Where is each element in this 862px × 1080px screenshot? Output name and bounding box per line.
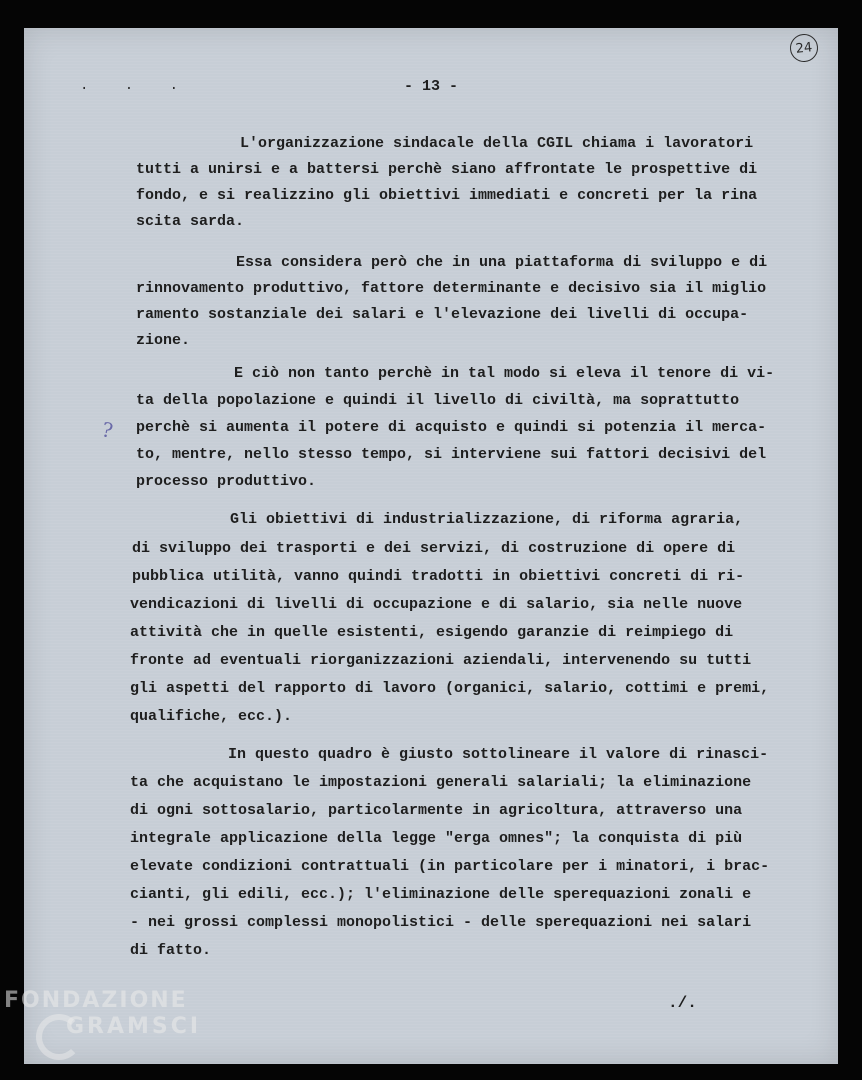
text-line: scita sarda. bbox=[136, 213, 245, 230]
text-line: elevate condizioni contrattuali (in particolare per i minatori, i brac- bbox=[130, 858, 770, 875]
text-line: di ogni sottosalario, particolarmente in agricoltura, attraverso una bbox=[130, 802, 743, 819]
continuation-mark: ./. bbox=[668, 994, 697, 1012]
text-line: di fatto. bbox=[130, 942, 212, 959]
text-line: fondo, e si realizzino gli obiettivi immediati e concreti per la rina bbox=[136, 187, 758, 204]
text-line: Gli obiettivi di industrializzazione, di riforma agraria, bbox=[230, 511, 744, 528]
text-line: gli aspetti del rapporto di lavoro (organici, salario, cottimi e premi, bbox=[130, 680, 770, 697]
text-line: L'organizzazione sindacale della CGIL chiama i lavoratori bbox=[240, 135, 754, 152]
text-line: tutti a unirsi e a battersi perchè siano affrontate le prospettive di bbox=[136, 161, 758, 178]
text-line: In questo quadro è giusto sottolineare il valore di rinasci- bbox=[228, 746, 769, 763]
text-line: integrale applicazione della legge "erga omnes"; la conquista di più bbox=[130, 830, 743, 847]
text-line: qualifiche, ecc.). bbox=[130, 708, 293, 725]
text-line: fronte ad eventuali riorganizzazioni aziendali, intervenendo su tutti bbox=[130, 652, 752, 669]
text-line: zione. bbox=[136, 332, 191, 349]
page-number: - 13 - bbox=[403, 78, 458, 95]
document-page bbox=[24, 28, 838, 1064]
text-line: rinnovamento produttivo, fattore determinante e decisivo sia il miglio bbox=[136, 280, 767, 297]
text-line: cianti, gli edili, ecc.); l'eliminazione delle sperequazioni zonali e bbox=[130, 886, 752, 903]
text-line: Essa considera però che in una piattaforma di sviluppo e di bbox=[236, 254, 768, 271]
watermark-line-1: FONDAZIONE bbox=[4, 988, 188, 1013]
text-line: - nei grossi complessi monopolistici - delle sperequazioni nei salari bbox=[130, 914, 752, 931]
handwritten-margin-mark: ? bbox=[99, 417, 116, 443]
text-line: ramento sostanziale dei salari e l'elevazione dei livelli di occupa- bbox=[136, 306, 749, 323]
text-line: attività che in quelle esistenti, esigendo garanzie di reimpiego di bbox=[130, 624, 734, 641]
watermark-line-2: GRAMSCI bbox=[66, 1014, 202, 1039]
text-line: perchè si aumenta il potere di acquisto e quindi si potenzia il merca- bbox=[136, 419, 767, 436]
text-line: ta che acquistano le impostazioni generali salariali; la eliminazione bbox=[130, 774, 752, 791]
text-line: processo produttivo. bbox=[136, 473, 317, 490]
archive-number-stamp: 24 bbox=[789, 33, 820, 64]
text-line: vendicazioni di livelli di occupazione e di salario, sia nelle nuove bbox=[130, 596, 743, 613]
text-line: E ciò non tanto perchè in tal modo si eleva il tenore di vi- bbox=[234, 365, 775, 382]
archive-watermark bbox=[4, 990, 201, 1038]
text-line: pubblica utilità, vanno quindi tradotti in obiettivi concreti di ri- bbox=[132, 568, 745, 585]
text-line: di sviluppo dei trasporti e dei servizi, di costruzione di opere di bbox=[132, 540, 736, 557]
text-line: to, mentre, nello stesso tempo, si interviene sui fattori decisivi del bbox=[136, 446, 767, 463]
corner-marks: . . . bbox=[80, 78, 193, 94]
text-line: ta della popolazione e quindi il livello di civiltà, ma soprattutto bbox=[136, 392, 740, 409]
